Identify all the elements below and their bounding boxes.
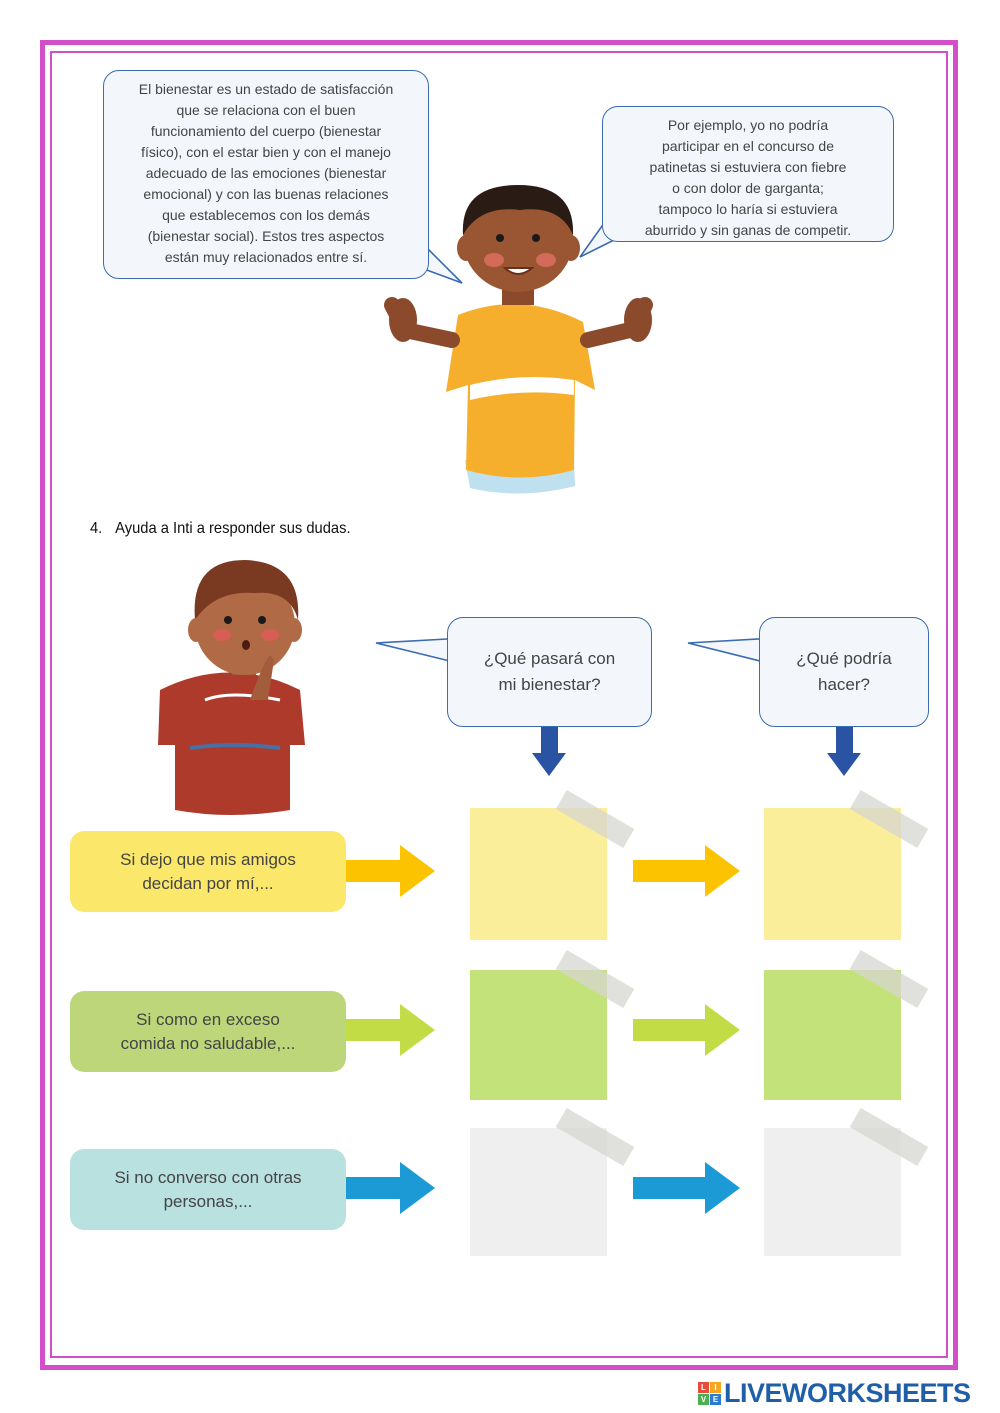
bubble-line: tampoco lo haría si estuviera <box>658 201 838 217</box>
bubble-line: (bienestar social). Estos tres aspectos <box>147 228 385 244</box>
answer-note-r1-c1[interactable] <box>470 808 607 940</box>
arrow-right-row3-a <box>346 1162 435 1214</box>
question-line: ¿Qué podría <box>796 649 892 668</box>
bubble-line: que establecemos con los demás <box>162 207 370 223</box>
arrow-right-row3-b <box>633 1162 740 1214</box>
bubble-line: funcionamiento del cuerpo (bienestar <box>150 123 382 139</box>
answer-note-r2-c1[interactable] <box>470 970 607 1100</box>
bubble-line: están muy relacionados entre sí. <box>164 249 368 265</box>
question-line: mi bienestar? <box>498 675 601 694</box>
answer-note-r3-c1[interactable] <box>470 1128 607 1256</box>
arrow-right-row1-b <box>633 845 740 897</box>
badge-letter: V <box>698 1394 709 1405</box>
premise-line: personas,... <box>163 1191 253 1211</box>
logo-text: LIVEWORKSHEETS <box>724 1377 971 1408</box>
answer-note-r3-c2[interactable] <box>764 1128 901 1256</box>
instruction-number: 4. <box>90 520 103 537</box>
bubble-line: físico), con el estar bien y con el manejo <box>141 144 391 160</box>
badge-letter: E <box>710 1394 721 1405</box>
arrow-right-row2-b <box>633 1004 740 1056</box>
question-line: ¿Qué pasará con <box>483 649 616 668</box>
badge-letter: L <box>698 1382 709 1393</box>
liveworksheets-logo <box>698 1377 971 1409</box>
answer-note-r2-c2[interactable] <box>764 970 901 1100</box>
premise-line: Si dejo que mis amigos <box>120 849 296 869</box>
instruction-text: Ayuda a Inti a responder sus dudas. <box>115 520 351 537</box>
bubble-line: aburrido y sin ganas de competir. <box>644 222 852 238</box>
premise-line: comida no saludable,... <box>120 1033 296 1053</box>
question-line: hacer? <box>818 675 870 694</box>
bubble-line: emocional) y con las buenas relaciones <box>143 186 389 202</box>
arrow-right-row2-a <box>346 1004 435 1056</box>
premise-line: decidan por mí,... <box>142 873 274 893</box>
bubble-line: participar en el concurso de <box>662 138 834 154</box>
bubble-line: El bienestar es un estado de satisfacción <box>138 81 394 97</box>
bubble-line: o con dolor de garganta; <box>672 180 824 196</box>
answer-note-r1-c2[interactable] <box>764 808 901 940</box>
premise-line: Si no converso con otras <box>114 1167 302 1187</box>
bubble-line: patinetas si estuviera con fiebre <box>649 159 847 175</box>
arrow-right-row1-a <box>346 845 435 897</box>
bubble-line: adecuado de las emociones (bienestar <box>145 165 387 181</box>
premise-line: Si como en exceso <box>136 1009 280 1029</box>
bubble-line: que se relaciona con el buen <box>176 102 356 118</box>
logo-badge <box>698 1382 721 1405</box>
badge-letter: I <box>710 1382 721 1393</box>
bubble-line: Por ejemplo, yo no podría <box>667 117 829 133</box>
